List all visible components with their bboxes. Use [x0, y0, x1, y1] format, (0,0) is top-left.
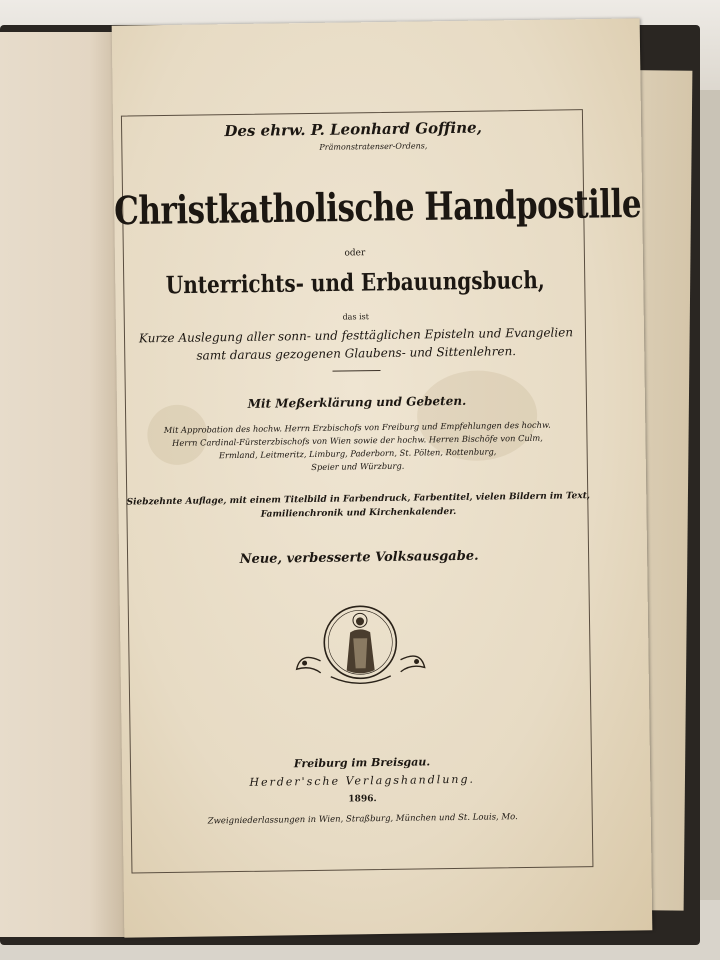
approbation-line-3: Ermland, Leitmeritz, Limburg, Paderborn, St. Pölten, Rottenburg,: [218, 446, 497, 461]
approbation-line-1: Mit Approbation des hochw. Herrn Erzbischofs von Freiburg und Empfehlungen des hochw.: [163, 419, 551, 436]
author-line: Des ehrw. P. Leonhard Goffine,: [224, 118, 482, 141]
branch-offices-line: Zweigniederlassungen in Wien, Straßburg, München und St. Louis, Mo.: [207, 812, 518, 827]
approbation-line-4: Speier und Würzburg.: [311, 460, 405, 472]
edition-line-2: Familienchronik und Kirchenkalender.: [260, 506, 457, 520]
description-line-1: Kurze Auslegung aller sonn- und festtäglichen Episteln und Evangelien: [138, 325, 574, 346]
edition-line-1: Siebzehnte Auflage, mit einem Titelbild in Farbendruck, Farbentitel, vielen Bildern im Text,: [126, 491, 591, 508]
main-title: Christkatholische Handpostille: [113, 181, 642, 235]
edition-name: Neue, verbesserte Volksausgabe.: [239, 548, 479, 567]
mass-explanation-line: Mit Meßerklärung und Gebeten.: [247, 393, 467, 411]
left-page: [0, 32, 128, 937]
title-page: [112, 18, 653, 937]
connector-word: oder: [344, 248, 366, 259]
saint-medallion-icon: [290, 589, 432, 701]
publisher-city: Freiburg im Breisgau.: [293, 755, 431, 771]
order-line: Prämonstratenser-Ordens,: [319, 141, 428, 152]
das-ist-line: das ist: [342, 312, 370, 322]
approbation-line-2: Herrn Cardinal-Fürsterzbischofs von Wien sowie der hochw. Herren Bischöfe von Culm,: [171, 432, 543, 448]
subtitle: Unterrichts- und Erbauungsbuch,: [165, 265, 545, 300]
description-line-2: samt daraus gezogenen Glaubens- und Sittenlehren.: [196, 344, 517, 363]
publication-year: 1896.: [348, 794, 377, 805]
publisher-name: Herder'sche Verlagshandlung.: [249, 772, 476, 789]
